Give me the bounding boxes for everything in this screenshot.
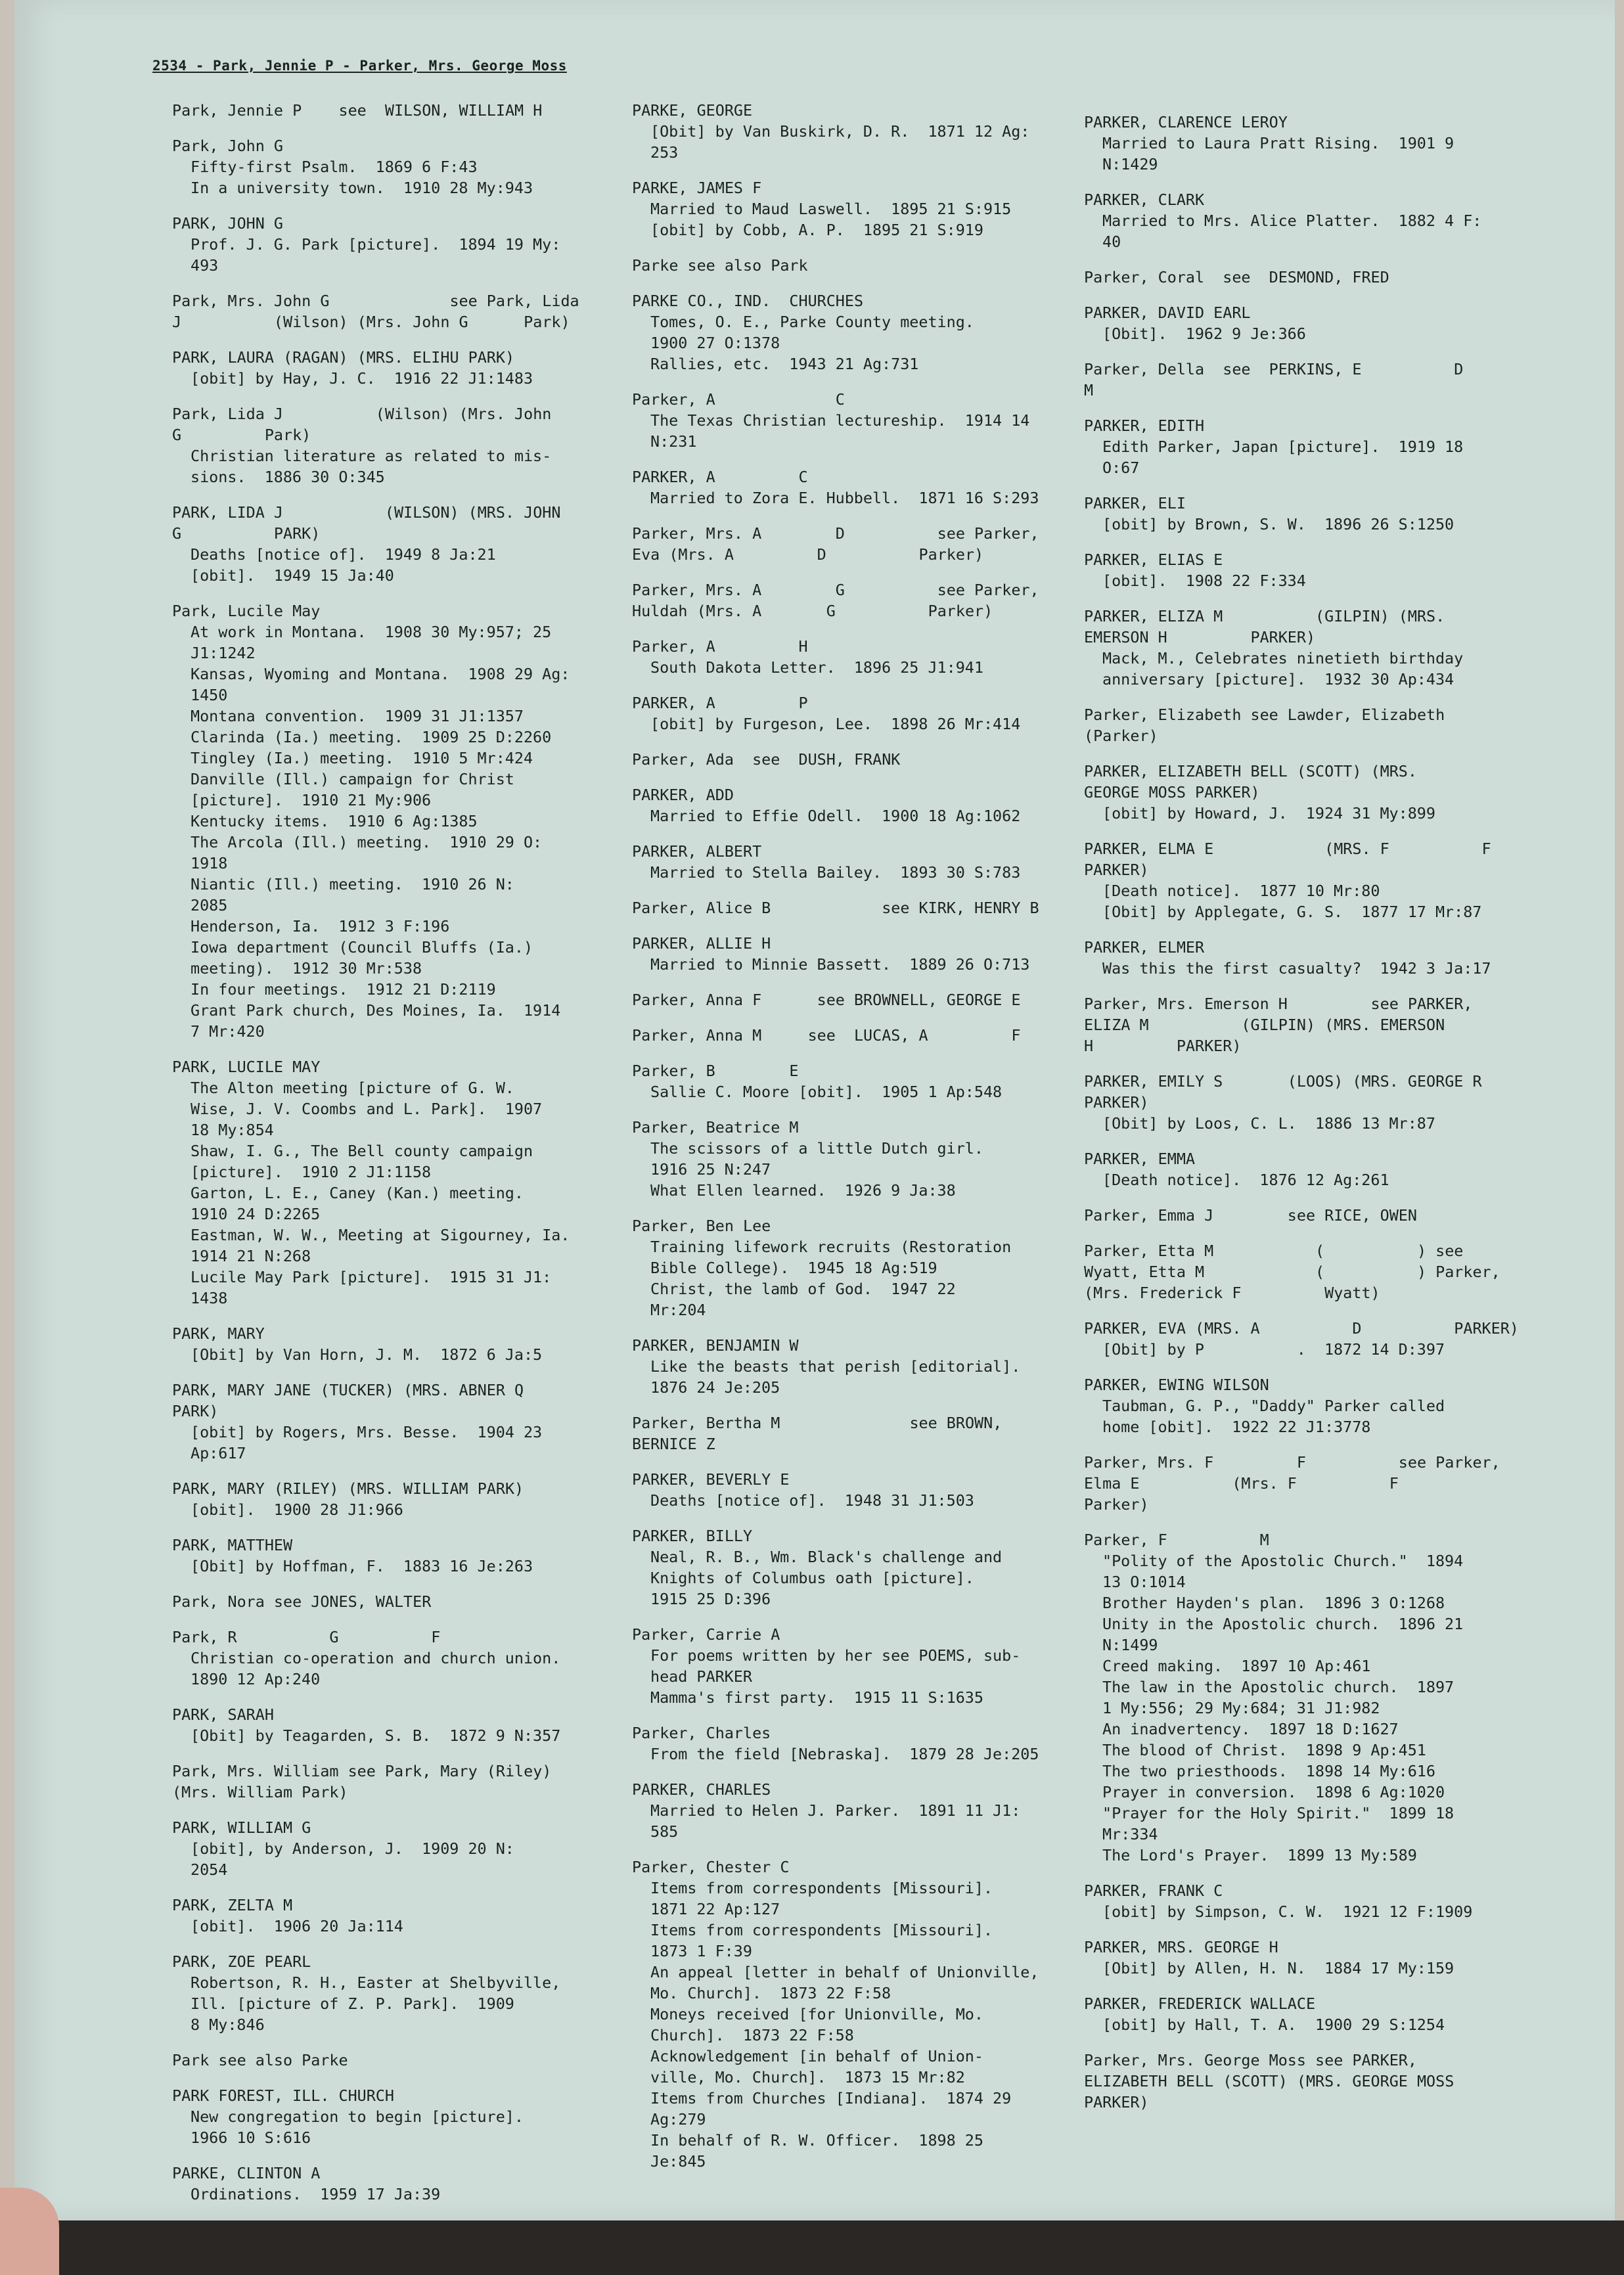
entry-heading: Parker, Mrs. F F see Parker, Elma E (Mrs. F F Parker) (1084, 1453, 1500, 1514)
entry-citation: Acknowledgement [in behalf of Union- ville, Mo. Church]. 1873 15 Mr:82 (650, 2047, 983, 2086)
entry-citation: [obit]. 1906 20 Ja:114 (191, 1917, 403, 1935)
entry-citation: The blood of Christ. 1898 9 Ap:451 (1102, 1741, 1426, 1759)
entry-citation: Married to Laura Pratt Rising. 1901 9 N:1429 (1102, 134, 1455, 173)
entry-citation: Like the beasts that perish [editorial]. 1876 24 Je:205 (650, 1357, 1021, 1397)
index-entry (1084, 1993, 1537, 2035)
entry-citation: Shaw, I. G., The Bell county campaign [picture]. 1910 2 J1:1158 (191, 1142, 533, 1181)
entry-heading: PARKER, A P (632, 694, 808, 712)
entry-citation: The Alton meeting [picture of G. W. Wise, J. V. Coombs and L. Park]. 1907 18 My:854 (191, 1079, 543, 1139)
index-entry (172, 1591, 625, 1612)
index-entry (1084, 993, 1537, 1056)
entry-heading: PARKER, ALBERT (632, 842, 762, 861)
entry-heading: Park, Mrs. John G see Park, Lida J (Wilson) (Mrs. John G Park) (172, 292, 579, 331)
entry-citation: [Obit] by Hoffman, F. 1883 16 Je:263 (191, 1557, 533, 1575)
index-entry (1084, 704, 1537, 746)
index-entry (1084, 937, 1537, 979)
index-entry (172, 502, 625, 586)
entry-citation: Taubman, G. P., "Daddy" Parker called home [obit]. 1922 22 J1:3778 (1102, 1397, 1445, 1436)
entry-citation: [Obit]. 1962 9 Je:366 (1102, 325, 1306, 343)
entry-heading: PARKER, CHARLES (632, 1780, 771, 1799)
index-column-1 (172, 100, 625, 2219)
entry-heading: PARKER, FREDERICK WALLACE (1084, 1994, 1316, 2013)
entry-heading: Park, John G (172, 137, 283, 155)
entry-heading: Parker, A C (632, 390, 845, 409)
index-entry (632, 579, 1085, 621)
entry-citation: [obit] by Simpson, C. W. 1921 12 F:1909 (1102, 1903, 1473, 1921)
entry-citation: [Death notice]. 1876 12 Ag:261 (1102, 1171, 1389, 1189)
entry-heading: Parker, Mrs. George Moss see PARKER, ELIZABETH BELL (SCOTT) (MRS. GEORGE MOSS PARKER) (1084, 2051, 1455, 2111)
entry-heading: Parker, Emma J see RICE, OWEN (1084, 1206, 1417, 1225)
index-entry (632, 1215, 1085, 1320)
entry-citation: [Obit] by P . 1872 14 D:397 (1102, 1340, 1445, 1359)
entry-heading: Parker, Mrs. A D see Parker, Eva (Mrs. A D Parker) (632, 524, 1039, 564)
entry-heading: PARKE, CLINTON A (172, 2164, 321, 2182)
entry-citation: Tomes, O. E., Parke County meeting. 1900 27 O:1378 (650, 313, 974, 352)
index-entry (632, 523, 1085, 565)
entry-citation: The Arcola (Ill.) meeting. 1910 29 O: 1918 (191, 833, 543, 872)
entry-heading: PARK, MARY (172, 1324, 265, 1343)
entry-citation: [Obit] by Van Horn, J. M. 1872 6 Ja:5 (191, 1345, 543, 1364)
entry-heading: PARK, ZELTA M (172, 1896, 293, 1914)
index-entry (1084, 1374, 1537, 1437)
index-entry (1084, 1205, 1537, 1226)
entry-heading: Park, R G F (172, 1628, 441, 1646)
index-column-3 (1084, 112, 1537, 2127)
index-entry (632, 1469, 1085, 1511)
index-entry (1084, 1452, 1537, 1515)
entry-citation: [obit]. 1949 15 Ja:40 (191, 566, 394, 585)
entry-heading: Parker, Anna M see LUCAS, A F (632, 1026, 1021, 1045)
index-entry (172, 1704, 625, 1746)
entry-heading: PARKER, BEVERLY E (632, 1470, 790, 1489)
index-entry (1084, 267, 1537, 288)
entry-heading: PARKE, JAMES F (632, 179, 762, 197)
entry-heading: Park, Mrs. William see Park, Mary (Riley) (Mrs. William Park) (172, 1762, 552, 1801)
entry-citation: Christian literature as related to mis- sions. 1886 30 O:345 (191, 447, 552, 486)
entry-citation: [obit]. 1908 22 F:334 (1102, 572, 1306, 590)
entry-citation: [obit] by Hay, J. C. 1916 22 J1:1483 (191, 369, 533, 388)
entry-citation: Garton, L. E., Caney (Kan.) meeting. 1910 24 D:2265 (191, 1184, 524, 1223)
entry-heading: PARK FOREST, ILL. CHURCH (172, 2086, 394, 2105)
entry-citation: Christ, the lamb of God. 1947 22 Mr:204 (650, 1280, 956, 1319)
index-entry (172, 290, 625, 332)
index-entry (632, 897, 1085, 918)
index-entry (632, 466, 1085, 508)
index-entry (632, 1723, 1085, 1765)
entry-citation: Christian co-operation and church union. 1890 12 Ap:240 (191, 1649, 561, 1688)
entry-citation: Mack, M., Celebrates ninetieth birthday anniversary [picture]. 1932 30 Ap:434 (1102, 649, 1464, 688)
index-entry (172, 1627, 625, 1690)
entry-heading: PARKER, EWING WILSON (1084, 1376, 1269, 1394)
entry-heading: Parker, B E (632, 1062, 799, 1080)
entry-citation: Grant Park church, Des Moines, Ia. 1914 7 Mr:420 (191, 1001, 561, 1041)
entry-heading: Parker, Della see PERKINS, E D M (1084, 360, 1464, 399)
entry-citation: Married to Helen J. Parker. 1891 11 J1: 585 (650, 1801, 1021, 1841)
entry-heading: PARKER, ELIAS E (1084, 551, 1223, 569)
entry-citation: Moneys received [for Unionville, Mo. Church]. 1873 22 F:58 (650, 2005, 983, 2044)
index-entry (1084, 359, 1537, 401)
entry-citation: [obit] by Cobb, A. P. 1895 21 S:919 (650, 221, 983, 239)
index-entry (632, 290, 1085, 374)
entry-heading: PARKER, ADD (632, 786, 734, 804)
entry-citation: [obit], by Anderson, J. 1909 20 N: 2054 (191, 1839, 514, 1879)
index-entry (1084, 1937, 1537, 1979)
entry-citation: "Polity of the Apostolic Church." 1894 13 O:1014 (1102, 1552, 1464, 1591)
index-entry (632, 1779, 1085, 1842)
entry-citation: Kansas, Wyoming and Montana. 1908 29 Ag: 1450 (191, 665, 570, 704)
entry-heading: Parker, Mrs. Emerson H see PARKER, ELIZA M (GILPIN) (MRS. EMERSON H PARKER) (1084, 995, 1473, 1055)
entry-citation: From the field [Nebraska]. 1879 28 Je:205 (650, 1745, 1039, 1763)
index-entry (1084, 415, 1537, 478)
entry-citation: Rallies, etc. 1943 21 Ag:731 (650, 355, 919, 373)
entry-citation: Lucile May Park [picture]. 1915 31 J1: 1438 (191, 1268, 552, 1307)
entry-heading: Park, Lucile May (172, 602, 321, 620)
entry-heading: Parker, Alice B see KIRK, HENRY B (632, 899, 1039, 917)
entry-heading: PARK, SARAH (172, 1705, 274, 1724)
entry-heading: Parker, Anna F see BROWNELL, GEORGE E (632, 991, 1021, 1009)
entry-heading: PARKER, BILLY (632, 1527, 753, 1545)
index-entry (1084, 1880, 1537, 1922)
entry-heading: PARK, MARY JANE (TUCKER) (MRS. ABNER Q PARK) (172, 1381, 524, 1420)
entry-heading: Parker, A H (632, 637, 808, 656)
entry-citation: Edith Parker, Japan [picture]. 1919 18 O:67 (1102, 438, 1464, 477)
entry-citation: In a university town. 1910 28 My:943 (191, 179, 533, 197)
index-entry (632, 389, 1085, 452)
entry-citation: The law in the Apostolic church. 1897 1 My:556; 29 My:684; 31 J1:982 (1102, 1678, 1455, 1717)
entry-citation: In behalf of R. W. Officer. 1898 25 Je:845 (650, 2131, 983, 2171)
book-edge (0, 2220, 1624, 2275)
index-entry (632, 989, 1085, 1010)
index-entry (1084, 1529, 1537, 1866)
entry-heading: Park, Nora see JONES, WALTER (172, 1592, 432, 1611)
index-entry (172, 100, 625, 121)
entry-citation: Unity in the Apostolic church. 1896 21 N:1499 (1102, 1615, 1464, 1654)
entry-heading: PARK, ZOE PEARL (172, 1952, 311, 1971)
entry-citation: Niantic (Ill.) meeting. 1910 26 N: 2085 (191, 875, 514, 914)
entry-citation: "Prayer for the Holy Spirit." 1899 18 Mr:334 (1102, 1804, 1455, 1843)
entry-citation: Danville (Ill.) campaign for Christ [picture]. 1910 21 My:906 (191, 770, 514, 809)
entry-heading: Parker, Etta M ( ) see Wyatt, Etta M ( ) Parker, (Mrs. Frederick F Wyatt) (1084, 1242, 1500, 1302)
index-entry (1084, 549, 1537, 591)
entry-heading: PARK, LUCILE MAY (172, 1058, 321, 1076)
entry-citation: Montana convention. 1909 31 J1:1357 (191, 707, 524, 725)
entry-citation: Robertson, R. H., Easter at Shelbyville, Ill. [picture of Z. P. Park]. 1909 8 My:846 (191, 1973, 561, 2034)
entry-citation: Henderson, Ia. 1912 3 F:196 (191, 917, 450, 935)
index-entry (172, 213, 625, 276)
index-entry (632, 933, 1085, 975)
entry-heading: Parker, Ben Lee (632, 1217, 771, 1235)
entry-citation: Creed making. 1897 10 Ap:461 (1102, 1657, 1371, 1675)
entry-citation: [Obit] by Teagarden, S. B. 1872 9 N:357 (191, 1726, 561, 1745)
index-entry (172, 1895, 625, 1937)
entry-citation: Was this the first casualty? 1942 3 Ja:17 (1102, 959, 1491, 978)
index-entry (172, 347, 625, 389)
index-entry (172, 1951, 625, 2035)
index-entry (1084, 606, 1537, 690)
index-entry (172, 135, 625, 198)
index-entry (1084, 1148, 1537, 1190)
index-entry (632, 1025, 1085, 1046)
entry-heading: Park, Lida J (Wilson) (Mrs. John G Park) (172, 405, 552, 444)
entry-citation: South Dakota Letter. 1896 25 J1:941 (650, 658, 983, 677)
index-entry (172, 2163, 625, 2205)
entry-heading: Parker, Elizabeth see Lawder, Elizabeth (Parker) (1084, 706, 1445, 745)
entry-citation: [obit] by Furgeson, Lee. 1898 26 Mr:414 (650, 715, 1021, 733)
entry-heading: Parker, Carrie A (632, 1625, 780, 1644)
entry-citation: Items from correspondents [Missouri]. 1871 22 Ap:127 (650, 1879, 993, 1918)
index-entry (632, 636, 1085, 678)
index-entry (632, 1117, 1085, 1201)
index-entry (1084, 761, 1537, 824)
entry-heading: Parker, Bertha M see BROWN, BERNICE Z (632, 1414, 1003, 1453)
index-entry (1084, 1318, 1537, 1360)
index-entry (632, 784, 1085, 826)
entry-citation: Tingley (Ia.) meeting. 1910 5 Mr:424 (191, 749, 533, 767)
entry-heading: PARK, MATTHEW (172, 1536, 293, 1554)
entry-citation: Items from correspondents [Missouri]. 1873 1 F:39 (650, 1921, 993, 1960)
entry-heading: PARKER, ELMER (1084, 938, 1205, 957)
index-entry (1084, 1071, 1537, 1134)
index-entry (632, 841, 1085, 883)
entry-citation: Married to Maud Laswell. 1895 21 S:915 (650, 200, 1012, 218)
entry-heading: Parker, Charles (632, 1724, 771, 1742)
entry-heading: Parker, Ada see DUSH, FRANK (632, 750, 901, 769)
entry-citation: Married to Stella Bailey. 1893 30 S:783 (650, 863, 1021, 882)
entry-citation: The scissors of a little Dutch girl. 1916 25 N:247 (650, 1139, 983, 1179)
entry-citation: Prayer in conversion. 1898 6 Ag:1020 (1102, 1783, 1445, 1801)
entry-citation: [obit] by Howard, J. 1924 31 My:899 (1102, 804, 1435, 822)
entry-heading: PARKER, ELI (1084, 494, 1186, 512)
entry-heading: PARKER, CLARK (1084, 191, 1205, 209)
entry-citation: [Obit] by Loos, C. L. 1886 13 Mr:87 (1102, 1114, 1435, 1133)
entry-heading: Park see also Parke (172, 2051, 348, 2069)
entry-heading: Parker, Mrs. A G see Parker, Huldah (Mrs. A G Parker) (632, 581, 1039, 620)
index-entry (1084, 493, 1537, 535)
entry-citation: What Ellen learned. 1926 9 Ja:38 (650, 1181, 956, 1200)
index-entry (172, 1478, 625, 1520)
index-entry (632, 749, 1085, 770)
entry-heading: PARK, JOHN G (172, 214, 283, 233)
entry-heading: PARKER, EMILY S (LOOS) (MRS. GEORGE R PARKER) (1084, 1072, 1482, 1112)
entry-citation: [Obit] by Allen, H. N. 1884 17 My:159 (1102, 1959, 1455, 1977)
index-entry (172, 1380, 625, 1464)
index-entry (632, 1525, 1085, 1610)
index-entry (172, 1323, 625, 1365)
index-entry (172, 2085, 625, 2148)
index-column-2 (632, 100, 1085, 2186)
entry-heading: PARKER, MRS. GEORGE H (1084, 1938, 1278, 1956)
entry-heading: Parker, Chester C (632, 1858, 790, 1876)
entry-citation: Sallie C. Moore [obit]. 1905 1 Ap:548 (650, 1083, 1003, 1101)
index-entry (172, 600, 625, 1042)
entry-heading: PARKER, ALLIE H (632, 934, 771, 953)
entry-citation: The two priesthoods. 1898 14 My:616 (1102, 1762, 1435, 1780)
entry-heading: PARKER, ELIZABETH BELL (SCOTT) (MRS. GEORGE MOSS PARKER) (1084, 762, 1417, 801)
entry-citation: Prof. J. G. Park [picture]. 1894 19 My: 493 (191, 235, 561, 275)
index-entry (1084, 189, 1537, 252)
index-entry (632, 1624, 1085, 1708)
index-page (14, 0, 1615, 2220)
page-header: 2534 - Park, Jennie P - Parker, Mrs. George Moss (152, 58, 567, 74)
entry-citation: Neal, R. B., Wm. Black's challenge and Knights of Columbus oath [picture]. 1915 25 D:396 (650, 1548, 1003, 1608)
entry-heading: PARKE, GEORGE (632, 101, 753, 120)
entry-citation: Deaths [notice of]. 1948 31 J1:503 (650, 1491, 974, 1510)
entry-heading: PARKER, FRANK C (1084, 1881, 1223, 1900)
entry-citation: An inadvertency. 1897 18 D:1627 (1102, 1720, 1399, 1738)
entry-heading: Parker, Coral see DESMOND, FRED (1084, 268, 1389, 286)
entry-heading: PARKER, A C (632, 468, 808, 486)
entry-heading: PARKER, EVA (MRS. A D PARKER) (1084, 1319, 1519, 1338)
entry-heading: PARK, LIDA J (WILSON) (MRS. JOHN G PARK) (172, 503, 561, 543)
index-entry (632, 255, 1085, 276)
entry-citation: The Lord's Prayer. 1899 13 My:589 (1102, 1846, 1417, 1864)
entry-citation: Deaths [notice of]. 1949 8 Ja:21 (191, 545, 496, 564)
index-entry (632, 1335, 1085, 1398)
index-entry (632, 1060, 1085, 1102)
entry-heading: PARKER, EMMA (1084, 1150, 1195, 1168)
entry-citation: [obit] by Brown, S. W. 1896 26 S:1250 (1102, 515, 1455, 533)
index-entry (172, 1817, 625, 1880)
entry-citation: Iowa department (Council Bluffs (Ia.) meeting). 1912 30 Mr:538 (191, 938, 533, 978)
entry-heading: PARK, LAURA (RAGAN) (MRS. ELIHU PARK) (172, 348, 515, 367)
entry-heading: PARKER, CLARENCE LEROY (1084, 113, 1288, 131)
entry-citation: Fifty-first Psalm. 1869 6 F:43 (191, 158, 478, 176)
entry-heading: Parke see also Park (632, 256, 808, 275)
index-entry (632, 177, 1085, 240)
entry-citation: Married to Mrs. Alice Platter. 1882 4 F: 40 (1102, 212, 1482, 251)
entry-citation: [obit]. 1900 28 J1:966 (191, 1500, 403, 1519)
entry-citation: [Obit] by Van Buskirk, D. R. 1871 12 Ag: 253 (650, 122, 1030, 162)
entry-citation: Items from Churches [Indiana]. 1874 29 Ag:279 (650, 2089, 1012, 2129)
entry-citation: Clarinda (Ia.) meeting. 1909 25 D:2260 (191, 728, 552, 746)
index-entry (1084, 112, 1537, 175)
index-entry (1084, 2050, 1537, 2113)
index-entry (172, 2050, 625, 2071)
entry-heading: PARKER, DAVID EARL (1084, 304, 1251, 322)
entry-citation: Married to Zora E. Hubbell. 1871 16 S:293 (650, 489, 1039, 507)
entry-heading: Parker, F M (1084, 1531, 1269, 1549)
index-entry (632, 1857, 1085, 2172)
index-entry (1084, 302, 1537, 344)
entry-citation: Ordinations. 1959 17 Ja:39 (191, 2185, 441, 2203)
entry-heading: Parker, Beatrice M (632, 1118, 799, 1137)
index-entry (172, 403, 625, 487)
index-entry (172, 1535, 625, 1577)
entry-citation: Married to Minnie Bassett. 1889 26 O:713 (650, 955, 1030, 974)
index-entry (172, 1056, 625, 1309)
index-entry (632, 1412, 1085, 1454)
entry-citation: Mamma's first party. 1915 11 S:1635 (650, 1688, 983, 1707)
entry-citation: [Death notice]. 1877 10 Mr:80 (1102, 882, 1380, 900)
entry-citation: [Obit] by Applegate, G. S. 1877 17 Mr:87 (1102, 903, 1482, 921)
entry-citation: Training lifework recruits (Restoration Bible College). 1945 18 Ag:519 (650, 1238, 1012, 1277)
entry-citation: [obit] by Hall, T. A. 1900 29 S:1254 (1102, 2016, 1445, 2034)
entry-heading: PARKER, ELIZA M (GILPIN) (MRS. EMERSON H PARKER) (1084, 607, 1445, 646)
index-entry (632, 100, 1085, 163)
entry-heading: PARK, MARY (RILEY) (MRS. WILLIAM PARK) (172, 1479, 524, 1498)
index-entry (172, 1761, 625, 1803)
entry-citation: Kentucky items. 1910 6 Ag:1385 (191, 812, 478, 830)
entry-heading: PARKER, EDITH (1084, 417, 1205, 435)
entry-citation: Eastman, W. W., Meeting at Sigourney, Ia. 1914 21 N:268 (191, 1226, 570, 1265)
entry-citation: At work in Montana. 1908 30 My:957; 25 J1:1242 (191, 623, 552, 662)
index-entry (1084, 1240, 1537, 1303)
entry-citation: Brother Hayden's plan. 1896 3 O:1268 (1102, 1594, 1445, 1612)
entry-heading: PARKE CO., IND. CHURCHES (632, 292, 864, 310)
entry-heading: Park, Jennie P see WILSON, WILLIAM H (172, 101, 543, 120)
index-entry (1084, 838, 1537, 922)
entry-citation: For poems written by her see POEMS, sub- head PARKER (650, 1646, 1021, 1686)
entry-heading: PARKER, BENJAMIN W (632, 1336, 799, 1355)
entry-citation: In four meetings. 1912 21 D:2119 (191, 980, 496, 999)
entry-citation: Married to Effie Odell. 1900 18 Ag:1062 (650, 807, 1021, 825)
entry-citation: [obit] by Rogers, Mrs. Besse. 1904 23 Ap:617 (191, 1423, 543, 1462)
entry-heading: PARKER, ELMA E (MRS. F F PARKER) (1084, 840, 1491, 879)
index-entry (632, 692, 1085, 734)
entry-citation: New congregation to begin [picture]. 1966 10 S:616 (191, 2107, 524, 2147)
entry-heading: PARK, WILLIAM G (172, 1818, 311, 1837)
entry-citation: An appeal [letter in behalf of Unionville, Mo. Church]. 1873 22 F:58 (650, 1963, 1039, 2002)
entry-citation: The Texas Christian lectureship. 1914 14 N:231 (650, 411, 1030, 451)
